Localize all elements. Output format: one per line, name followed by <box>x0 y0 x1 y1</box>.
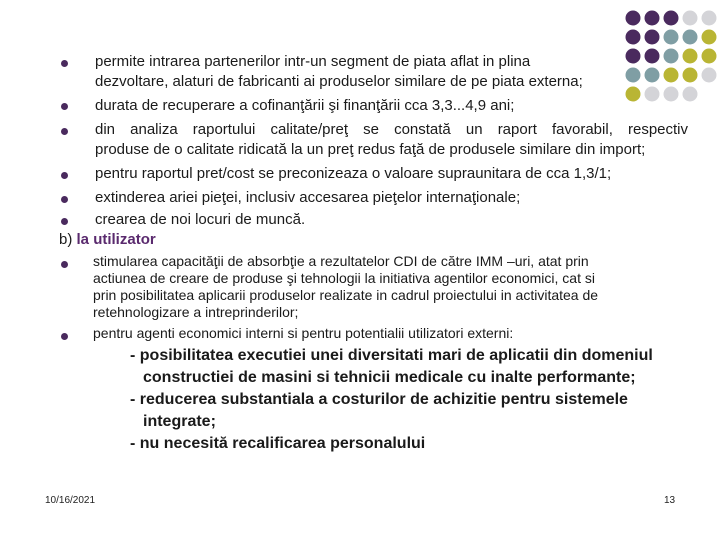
decorative-dot <box>645 30 660 45</box>
decorative-dot <box>702 30 717 45</box>
sub-item: - reducerea substantiala a costurilor de achizitie pentru sistemele <box>130 391 628 408</box>
section-b-title: la utilizator <box>76 231 156 248</box>
bullet-text: durata de recuperare a cofinanţării şi finanţării cca 3,3...4,9 ani; <box>95 97 515 114</box>
decorative-dot <box>626 49 641 64</box>
bullet-text: permite intrarea partenerilor intr-un segment de piata aflat in plina <box>95 53 531 70</box>
footer-date: 10/16/2021 <box>45 495 96 506</box>
bullet-icon <box>61 128 68 135</box>
bullet-icon <box>61 261 68 268</box>
page-number: 13 <box>664 495 676 506</box>
bullet-text: stimularea capacităţii de absorbţie a rezultatelor CDI de către IMM –uri, atat prin <box>93 253 589 269</box>
bullet-text: pentru raportul pret/cost se preconizeaza o valoare supraunitara de cca 1,3/1; <box>95 165 612 182</box>
decorative-dot <box>645 11 660 26</box>
bullet-text: dezvoltare, alaturi de fabricanti ai produselor similare de pe piata externa; <box>95 73 583 90</box>
sub-item: - nu necesită recalificarea personalului <box>130 435 426 452</box>
bullet-icon <box>61 218 68 225</box>
section-b-heading <box>59 231 156 249</box>
decorative-dot <box>664 49 679 64</box>
bullet-text: extinderea ariei pieţei, inclusiv accesarea pieţelor internaţionale; <box>95 189 521 206</box>
sub-item-continuation: integrate; <box>143 413 216 430</box>
sub-item: - posibilitatea executiei unei diversitati mari de aplicatii din domeniul <box>130 347 653 364</box>
bullet-text: produse de o calitate ridicată la un preţ redus faţă de produsele similare din import; <box>95 141 646 158</box>
decorative-dot <box>702 68 717 83</box>
decorative-dot <box>645 87 660 102</box>
decorative-dot <box>626 87 641 102</box>
bullet-text: retehnologizare a intreprinderilor; <box>93 304 299 320</box>
decorative-dot <box>683 30 698 45</box>
decorative-dot <box>626 68 641 83</box>
decorative-dot <box>683 11 698 26</box>
decorative-dot <box>683 68 698 83</box>
bullet-icon <box>61 60 68 67</box>
bullet-text: pentru agenti economici interni si pentru potentialii utilizatori externi: <box>93 325 514 341</box>
bullet-icon <box>61 333 68 340</box>
decorative-dot <box>664 68 679 83</box>
decorative-dot <box>664 30 679 45</box>
bullet-text: din analiza raportului calitate/preţ se constată un raport favorabil, respectiv <box>95 121 688 138</box>
decorative-dot <box>645 68 660 83</box>
decorative-dot <box>702 49 717 64</box>
decorative-dot <box>626 11 641 26</box>
decorative-dot <box>683 49 698 64</box>
bullet-text: crearea de noi locuri de muncă. <box>95 211 306 228</box>
decorative-dot <box>683 87 698 102</box>
bullet-text: actiunea de creare de produse şi tehnologii la initiativa agentilor economici, cat si <box>93 270 595 286</box>
decorative-dot <box>645 49 660 64</box>
bullet-icon <box>61 196 68 203</box>
decorative-dot <box>664 87 679 102</box>
bullet-text: prin posibilitatea aplicarii produselor realizate in cadrul proiectului in activitatea de <box>93 287 599 303</box>
decorative-dot <box>702 11 717 26</box>
bullet-icon <box>61 172 68 179</box>
section-b-prefix: b) <box>59 231 77 248</box>
decorative-dot <box>626 30 641 45</box>
sub-item-continuation: constructiei de masini si tehnicii medicale cu inalte performante; <box>143 369 636 386</box>
decorative-dot <box>664 11 679 26</box>
bullet-icon <box>61 103 68 110</box>
